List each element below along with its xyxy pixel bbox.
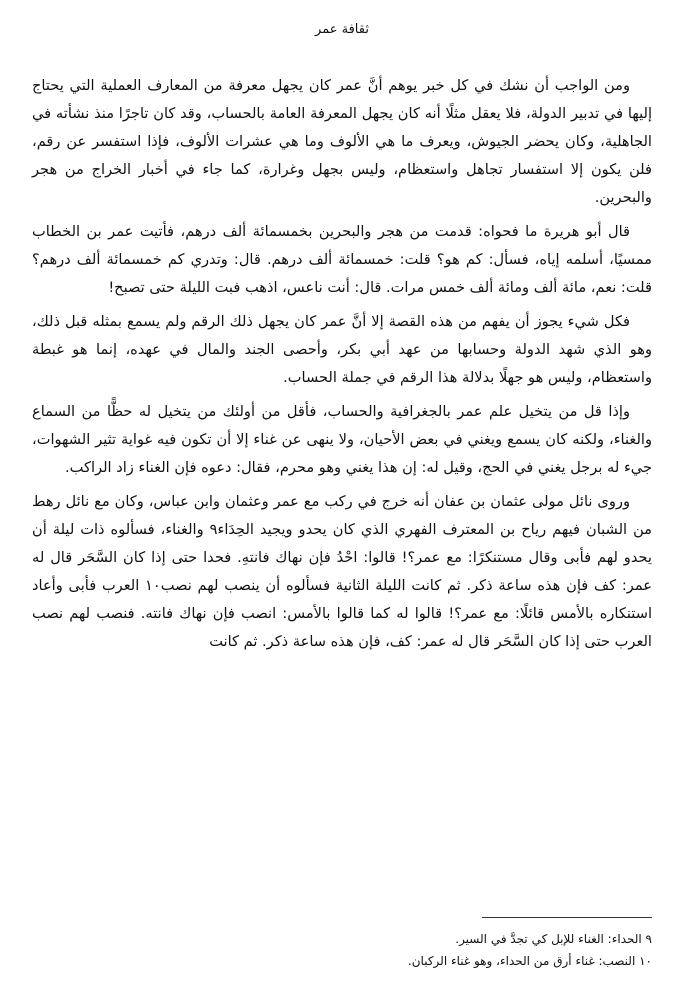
paragraph: ومن الواجب أن نشك في كل خبر يوهم أنَّ عمر كان يجهل معرفة من المعارف العملية التي يحتاج إليها في تدبير الدولة، فلا يعقل مثلًا أنه كان يجهل المعرفة العامة بالحساب، وقد كان تاجرًا منذ نشأته في الجاهلية، وكان يحضر الجيوش، ويعرف ما هي الألوف وما هي عشرات الألوف، فإذا استفسر عن رقم، فلن يكون إلا استفسار تجاهل واستعظام، وليس بجهل وغرارة، كما جاء في أخبار الخراج من هجر والبحرين. bbox=[32, 77, 652, 206]
paragraph: فكل شيء يجوز أن يفهم من هذه القصة إلا أنَّ عمر كان يجهل ذلك الرقم ولم يسمع بمثله قبل ذلك، وهو الذي شهد الدولة وحسابها من عهد أبي بكر، وأحصى الجند والمال في عهده، إنما هو غبطة واستعظام، وليس هو جهلًا بدلالة هذا الرقم في جملة الحساب. bbox=[32, 313, 652, 386]
footnote-divider bbox=[482, 917, 652, 918]
footnotes bbox=[32, 928, 652, 972]
footnote: ١٠ النصب: غناء أرق من الحداء، وهو غناء الركبان. bbox=[407, 954, 652, 968]
paragraph: قال أبو هريرة ما فحواه: قدمت من هجر والبحرين بخمسمائة ألف درهم، فأتيت عمر بن الخطاب ممسيًا، أسلمه إياه، فسأل: كم هو؟ قلت: خمسمائة ألف درهم. قال: وتدري كم خمسمائة ألف درهم؟ قلت: نعم، مائة ألف ومائة ألف خمس مرات. قال: أنت ناعس، اذهب فبت الليلة حتى تصبح! bbox=[32, 223, 652, 296]
footnote: ٩ الحداء: الغناء للإبل كي تجدَّ في السير. bbox=[455, 932, 652, 946]
running-header: ثقافة عمر bbox=[315, 22, 369, 37]
paragraph: وإذا قل من يتخيل علم عمر بالجغرافية والحساب، فأقل من أولئك من يتخيل له حظًّا من السماع والغناء، ولكنه كان يسمع ويغني في بعض الأحيان، ولا ينهى عن غناء إلا أن تكون فيه غواية تثير الشهوات، جيء له برجل يغني في الحج، وقيل له: إن هذا يغني وهو محرم، فقال: دعوه فإن الغناء زاد الراكب. bbox=[32, 403, 652, 476]
paragraph: وروى نائل مولى عثمان بن عفان أنه خرج في ركب مع عمر وعثمان وابن عباس، وكان مع نائل رهط من الشبان فيهم رياح بن المعترف الفهري الذي كان يحدو ويجيد الحِدَاء٩ والغناء، فسألوه ذات ليلة أن يحدو لهم فأبى وقال مستنكرًا: مع عمر؟! قالوا: احْدُ فإن نهاك فانتهِ. فحدا حتى إذا كان السَّحَر قال له عمر: كف فإن هذه ساعة ذكر. ثم كانت الليلة الثانية فسألوه أن ينصب لهم نصب١٠ العرب فأبى وأعاد استنكاره بالأمس قائلًا: مع عمر؟! قالوا له كما قالوا بالأمس: انصب فإن نهاك فانته. فنصب لهم نصب العرب حتى إذا كان السَّحَر قال له عمر: كف، فإن هذه ساعة ذكر. ثم كانت bbox=[32, 493, 652, 650]
body-text bbox=[32, 72, 652, 662]
